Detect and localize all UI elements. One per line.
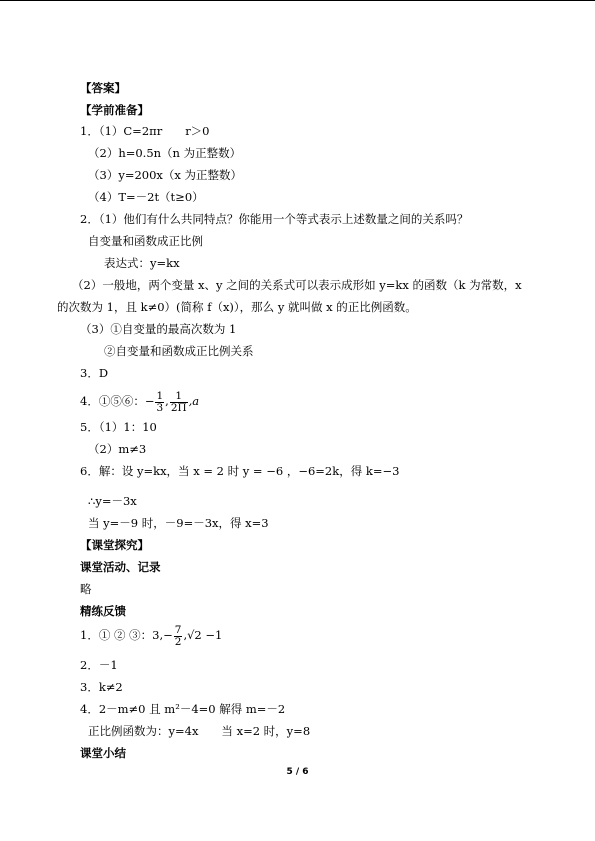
line-9: 的次数为 1，且 k≠0）(简称 f（x)），那么 y 就叫做 x 的正比例函数。 <box>57 300 417 314</box>
line-5: 2．（1）他们有什么共同特点？你能用一个等式表示上述数量之间的关系吗？ <box>80 212 469 226</box>
line-8: （2）一般地，两个变量 x、y 之间的关系式可以表示成形如 y=kx 的函数（k 为常数，x <box>72 278 522 292</box>
fraction-denominator: 3 <box>156 401 164 414</box>
fraction-numerator: 1 <box>156 389 164 402</box>
line-22: 3．k≠2 <box>80 680 123 694</box>
practice-heading: 精练反馈 <box>80 604 126 618</box>
line-21: 2．－1 <box>80 658 118 672</box>
line-3: （3）y=200x（x 为正整数） <box>88 168 243 182</box>
prep-heading: 【学前准备】 <box>80 103 149 117</box>
line-13-prefix: 4．①⑤⑥： <box>80 394 145 408</box>
line-20 <box>80 622 222 648</box>
line-14: 5．（1）1：10 <box>80 420 157 434</box>
line-20-suffix: ,√2 −1 <box>183 628 223 642</box>
explore-heading: 【课堂探究】 <box>80 538 149 552</box>
line-17: ∴y=－3x <box>88 494 137 508</box>
line-13 <box>80 388 199 414</box>
fraction-numerator: 1 <box>170 391 188 403</box>
fraction-numerator: 7 <box>174 623 182 636</box>
line-2: （2）h=0.5n（n 为正整数） <box>88 146 242 160</box>
page-number: 5 / 6 <box>286 767 309 777</box>
line-10: （3）①自变量的最高次数为 1 <box>80 322 237 336</box>
line-20-prefix: 1．① ② ③：3,− <box>80 628 173 642</box>
comma: , <box>165 394 169 408</box>
summary-heading: 课堂小结 <box>80 746 126 760</box>
minus-sign: − <box>144 394 155 408</box>
line-1: 1．（1）C=2πr r＞0 <box>80 124 210 138</box>
line-12: 3．D <box>80 366 109 380</box>
activity-heading: 课堂活动、记录 <box>80 560 161 574</box>
top-border <box>0 0 595 1</box>
line-19: 略 <box>80 582 92 596</box>
line-4: （4）T=－2t（t≥0） <box>88 190 204 204</box>
line-7: 表达式：y=kx <box>104 256 180 270</box>
fraction-seven-halves <box>174 625 183 648</box>
fraction-denominator: 2Π <box>170 401 187 414</box>
line-16: 6．解：设 y=kx，当 x = 2 时 y = −6 ，−6=2k，得 k=−3 <box>80 464 400 478</box>
line-11: ②自变量和函数成正比例关系 <box>104 344 254 358</box>
fraction-one-third <box>155 391 164 414</box>
line-6: 自变量和函数成正比例 <box>88 234 203 248</box>
fraction-one-over-two-pi <box>170 391 188 414</box>
line-23: 4．2－m≠0 且 m²－4=0 解得 m=－2 <box>80 702 286 716</box>
fraction-denominator: 2 <box>174 635 182 648</box>
line-24: 正比例函数为：y=4x 当 x=2 时，y=8 <box>88 724 311 738</box>
answer-heading: 【答案】 <box>80 81 126 95</box>
line-13-suffix: ,a <box>188 394 200 408</box>
line-18: 当 y=－9 时，－9=－3x，得 x=3 <box>88 516 269 530</box>
line-15: （2）m≠3 <box>88 442 147 456</box>
